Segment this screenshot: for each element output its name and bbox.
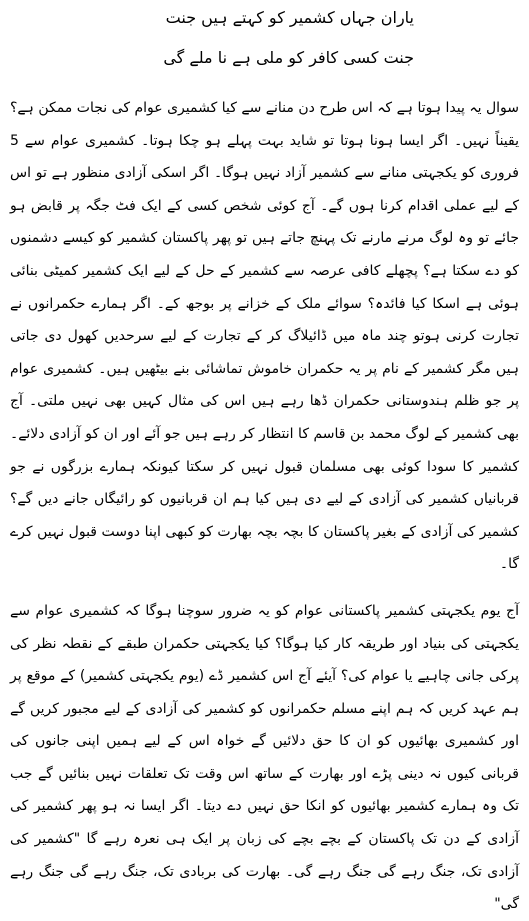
article-page [10,4,519,921]
paragraph-1: سوال یہ پیدا ہوتا ہے کہ اس طرح دن منانے سے کیا کشمیری عوام کی نجات ممکن ہے؟ یقیناً نہیں۔ اگر ایسا ہونا ہوتا تو شاید بہت پہلے ہو چکا ہوتا۔ کشمیری عوام سے 5 فروری کو یکجہتی منانے سے کشمیر آزاد نہیں ہوگا۔ اگر اسکی آزادی منظور ہے تو اس کے لیے عملی اقدام کرنا ہوں گے۔ آج کوئی شخص کسی کے ایک فٹ جگہ پر قابض ہو جائے تو وہ لوگ مرنے مارنے تک پہنچ جاتے ہیں تو پھر پاکستان کشمیر کو کیسے دشمنوں کو دے سکتا ہے؟ پچھلے کافی عرصہ سے کشمیر کے حل کے لیے ایک کشمیر کمیٹی بنائی ہوئی ہے اسکا کیا فائدہ؟ سوائے ملک کے خزانے پر بوجھ کے۔ اگر ہمارے حکمرانوں نے تجارت کرنی ہوتو چند ماہ میں ڈائیلاگ کر کے تجارت کے لیے سرحدیں کھول دی جاتی ہیں مگر کشمیر کے نام پر یہ حکمران خاموش تماشائی بنے بیٹھیں ہیں۔ کشمیری عوام پر جو ظلم ہندوستانی حکمران ڈھا رہے ہیں اس کی مثال کہیں بھی نہیں ملتی۔ آج بھی کشمیر کے لوگ محمد بن قاسم کا انتظار کر رہے ہیں جو آئے اور ان کو آزادی دلائے۔ کشمیر کا سودا کوئی بھی مسلمان قبول نہیں کر سکتا کیونکہ ہمارے بزرگوں نے جو قربانیاں کشمیر کی آزادی کے لیے دی ہیں کیا ہم ان قربانیوں کو رائیگاں جانے دیں گے؟ کشمیر کی آزادی کے بغیر پاکستان کا بچہ بچہ بھارت کو کبھی اپنا دوست قبول نہیں کرے گا۔ [10,100,519,573]
poem-line-2: جنت کسی کافر کو ملی ہے نا ملے گی [163,48,414,67]
poem-line-1: یاران جہاں کشمیر کو کہتے ہیں جنت [165,8,414,27]
paragraph-2: آج یوم یکجہتی کشمیر پاکستانی عوام کو یہ ضرور سوچنا ہوگا کہ کشمیری عوام سے یکجہتی کی بنیاد اور طریقہ کار کیا ہوگا؟ کیا یکجہتی حکمران طبقے کے نقطہ نظر کی پرکی جانی چاہیے یا عوام کی؟ آیئے آج اس کشمیر ڈے (یوم یکجہتی کشمیر) کے موقع پر ہم عہد کریں کہ ہم اپنے مسلم حکمرانوں کو کشمیر کی آزادی کے لیے مجبور کریں گے اور کشمیری بھائیوں کو ان کا حق دلائیں گے خواہ اس کے لیے ہمیں اپنی جانوں کی قربانی کیوں نہ دینی پڑے اور بھارت کے ساتھ اس وقت تک تعلقات نہیں بنائیں گے جب تک وہ ہمارے کشمیر بھائیوں کو انکا حق نہیں دے دیتا۔ اگر ایسا نہ ہو پھر کشمیر کی آزادی کے دن تک پاکستان کے بچے بچے کی زبان پر ایک ہی نعرہ رہے گا "کشمیر کی آزادی تک، جنگ رہے گی جنگ رہے گی۔ بھارت کی بربادی تک، جنگ رہے گی جنگ رہے گی" [10,602,519,913]
